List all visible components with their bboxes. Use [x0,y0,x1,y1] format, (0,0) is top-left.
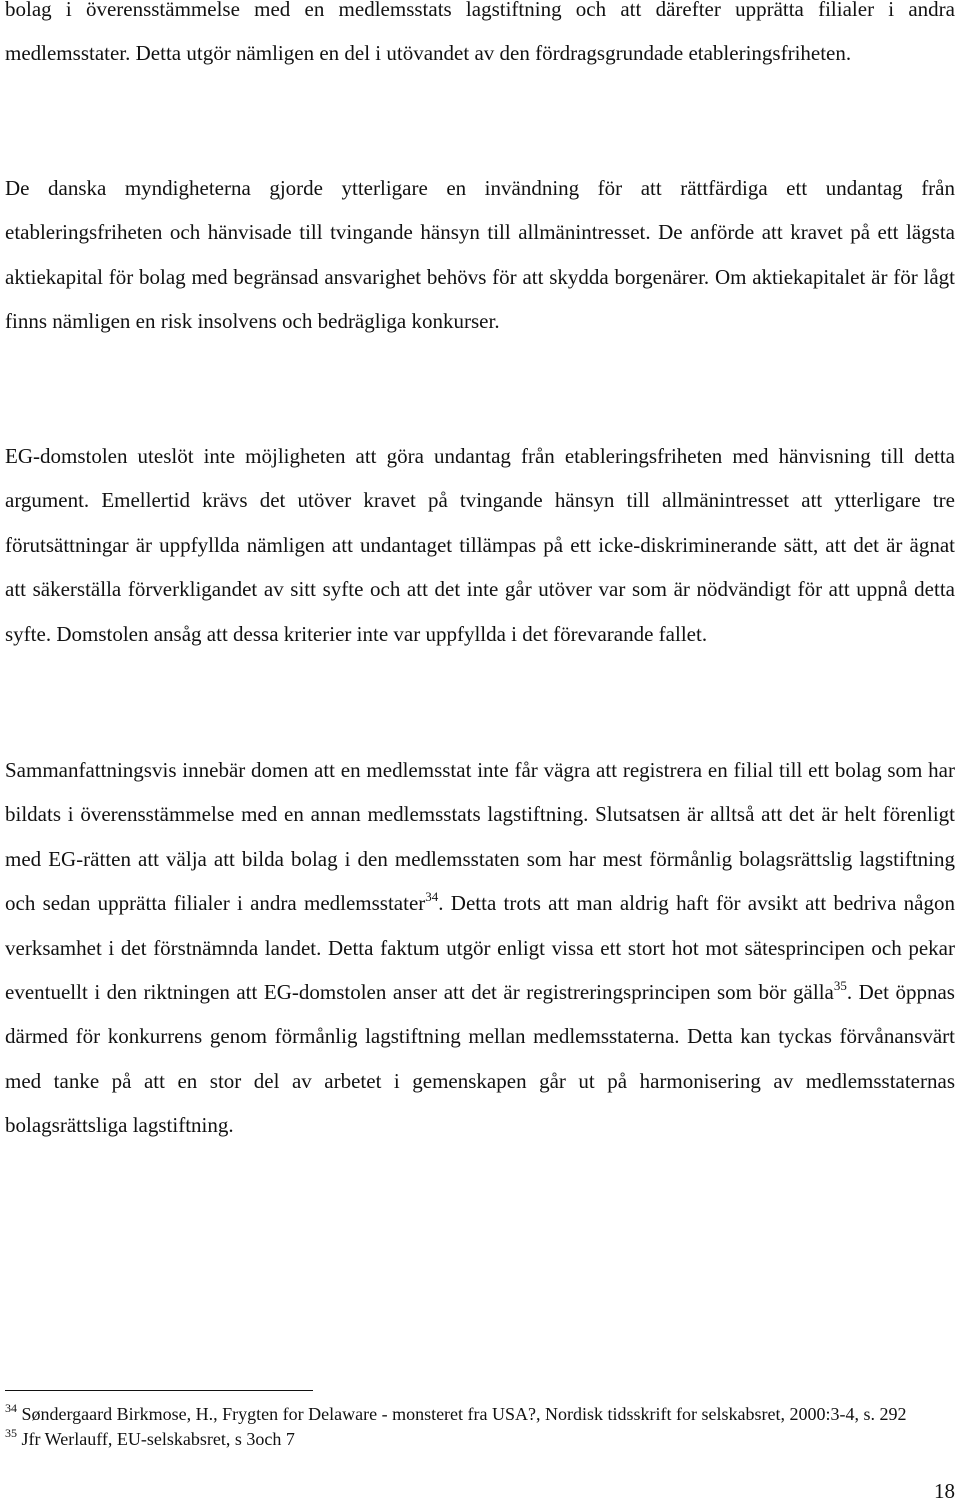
page-number: 18 [934,1479,955,1503]
paragraph-text-part: . Detta trots att man aldrig haft för avsikt att bedriva någon verksamhet i det förstnämnda landet. Detta faktum utgör enligt vissa ett stort hot mot sätesprincipen och pekar eventuellt i den riktningen att EG-domstolen anser att det är registreringsprincipen som bör gälla [5,891,955,1005]
footnote-34 [5,1402,955,1427]
paragraph-sammanfattning [5,748,955,1148]
paragraph-danska-invandning: De danska myndigheterna gjorde ytterligare en invändning för att rättfärdiga ett undantag från etableringsfriheten och hänvisade till tvingande hänsyn till allmänintresset. De anförde att kravet på ett lägsta aktiekapital för bolag med begränsad ansvarighet behövs för att skydda borgenärer. Om aktiekapitalet är för lågt finns nämligen en risk insolvens och bedrägliga konkurser. [5,176,955,334]
footnote-text: Jfr Werlauff, EU-selskabsret, s 3och 7 [21,1429,295,1449]
footnote-text: Søndergaard Birkmose, H., Frygten for Delaware - monsteret fra USA?, Nordisk tidsskrift for selskabsret, 2000:3-4, s. 292 [21,1404,907,1424]
footnote-separator [5,1390,313,1391]
footnotes-section [5,1402,955,1452]
footnote-reference-35[interactable]: 35 [833,978,847,994]
paragraph-etableringsfriheten: bolag i överensstämmelse med en medlemsstats lagstiftning och att därefter upprätta filialer i andra medlemsstater. Detta utgör nämligen en del i utövandet av den fördragsgrundade etableringsfriheten. [5,0,955,66]
footnote-number: 34 [5,1401,17,1415]
paragraph-text-part: Sammanfattningsvis innebär domen att en medlemsstat inte får vägra att registrera en filial till ett bolag som har bildats i överensstämmelse med en annan medlemsstats lagstiftning. Slutsatsen är alltså att det är helt förenligt med EG-rätten att välja att bilda bolag i den medlemsstaten som har mest förmånlig bolagsrättslig lagstiftning och sedan upprätta filialer i andra medlemsstater [5,758,955,916]
paragraph-eg-domstolen: EG-domstolen uteslöt inte möjligheten att göra undantag från etableringsfriheten med hänvisning till detta argument. Emellertid krävs det utöver kravet på tvingande hänsyn till allmänintresset att ytterligare tre förutsättningar är uppfyllda nämligen att undantaget tillämpas på ett icke-diskriminerande sätt, att det är ägnat att säkerställa förverkligandet av sitt syfte och att det inte går utöver var som är nödvändigt för att uppnå detta syfte. Domstolen ansåg att dessa kriterier inte var uppfyllda i det förevarande fallet. [5,444,955,646]
footnote-reference-34[interactable]: 34 [425,889,439,905]
footnote-number: 35 [5,1426,17,1440]
paragraph-text-part: . Det öppnas därmed för konkurrens genom förmånlig lagstiftning mellan medlemsstaterna. Detta kan tyckas förvånansvärt med tanke på att en stor del av arbetet i gemenskapen går ut på harmonisering av medlemsstaternas bolagsrättsliga lagstiftning. [5,980,955,1138]
footnote-35 [5,1427,955,1452]
